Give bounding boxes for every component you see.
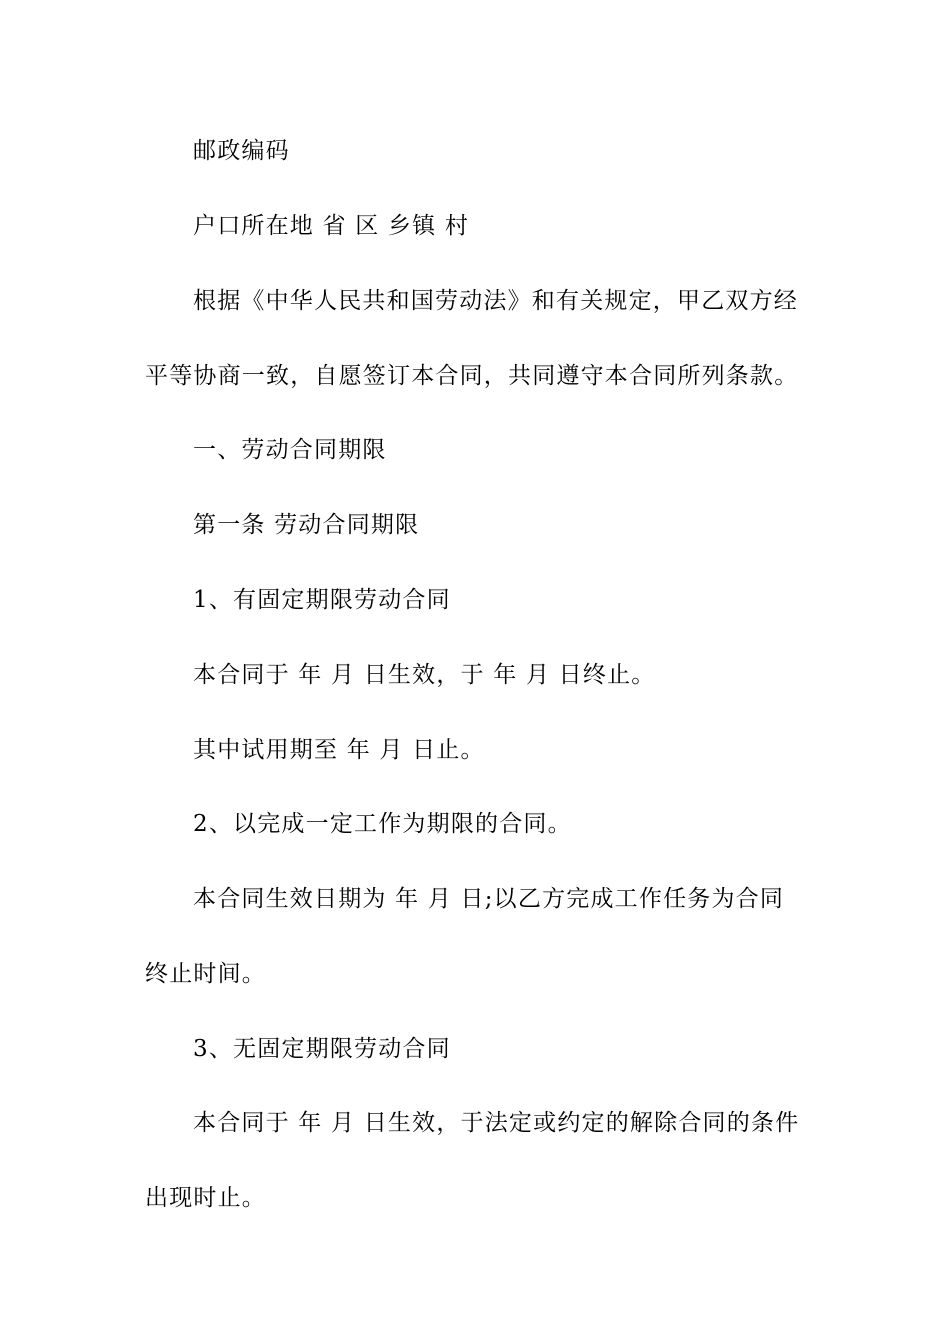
clause-2-effective-line-2: 终止时间。 bbox=[145, 961, 266, 987]
preamble-line-1: 根据《中华人民共和国劳动法》和有关规定，甲乙双方经 bbox=[193, 288, 798, 314]
clause-3-effective-line-2: 出现时止。 bbox=[145, 1185, 266, 1211]
clause-2-effective-line-1: 本合同生效日期为 年 月 日;以乙方完成工作任务为合同 bbox=[193, 886, 785, 912]
preamble-line-2: 平等协商一致，自愿签订本合同，共同遵守本合同所列条款。 bbox=[145, 363, 799, 389]
section-heading: 一、劳动合同期限 bbox=[193, 437, 387, 463]
clause-2-heading: 2、以完成一定工作为期限的合同。 bbox=[193, 811, 572, 837]
postal-code-line: 邮政编码 bbox=[193, 138, 290, 164]
clause-3-heading: 3、无固定期限劳动合同 bbox=[193, 1036, 451, 1062]
clause-3-effective-line-1: 本合同于 年 月 日生效，于法定或约定的解除合同的条件 bbox=[193, 1110, 800, 1136]
clause-1-effective-line: 本合同于 年 月 日生效，于 年 月 日终止。 bbox=[193, 662, 656, 688]
household-registration-line: 户口所在地 省 区 乡镇 村 bbox=[193, 213, 470, 239]
article-heading: 第一条 劳动合同期限 bbox=[193, 512, 420, 538]
clause-1-probation-line: 其中试用期至 年 月 日止。 bbox=[193, 737, 485, 763]
clause-1-heading: 1、有固定期限劳动合同 bbox=[193, 587, 451, 613]
